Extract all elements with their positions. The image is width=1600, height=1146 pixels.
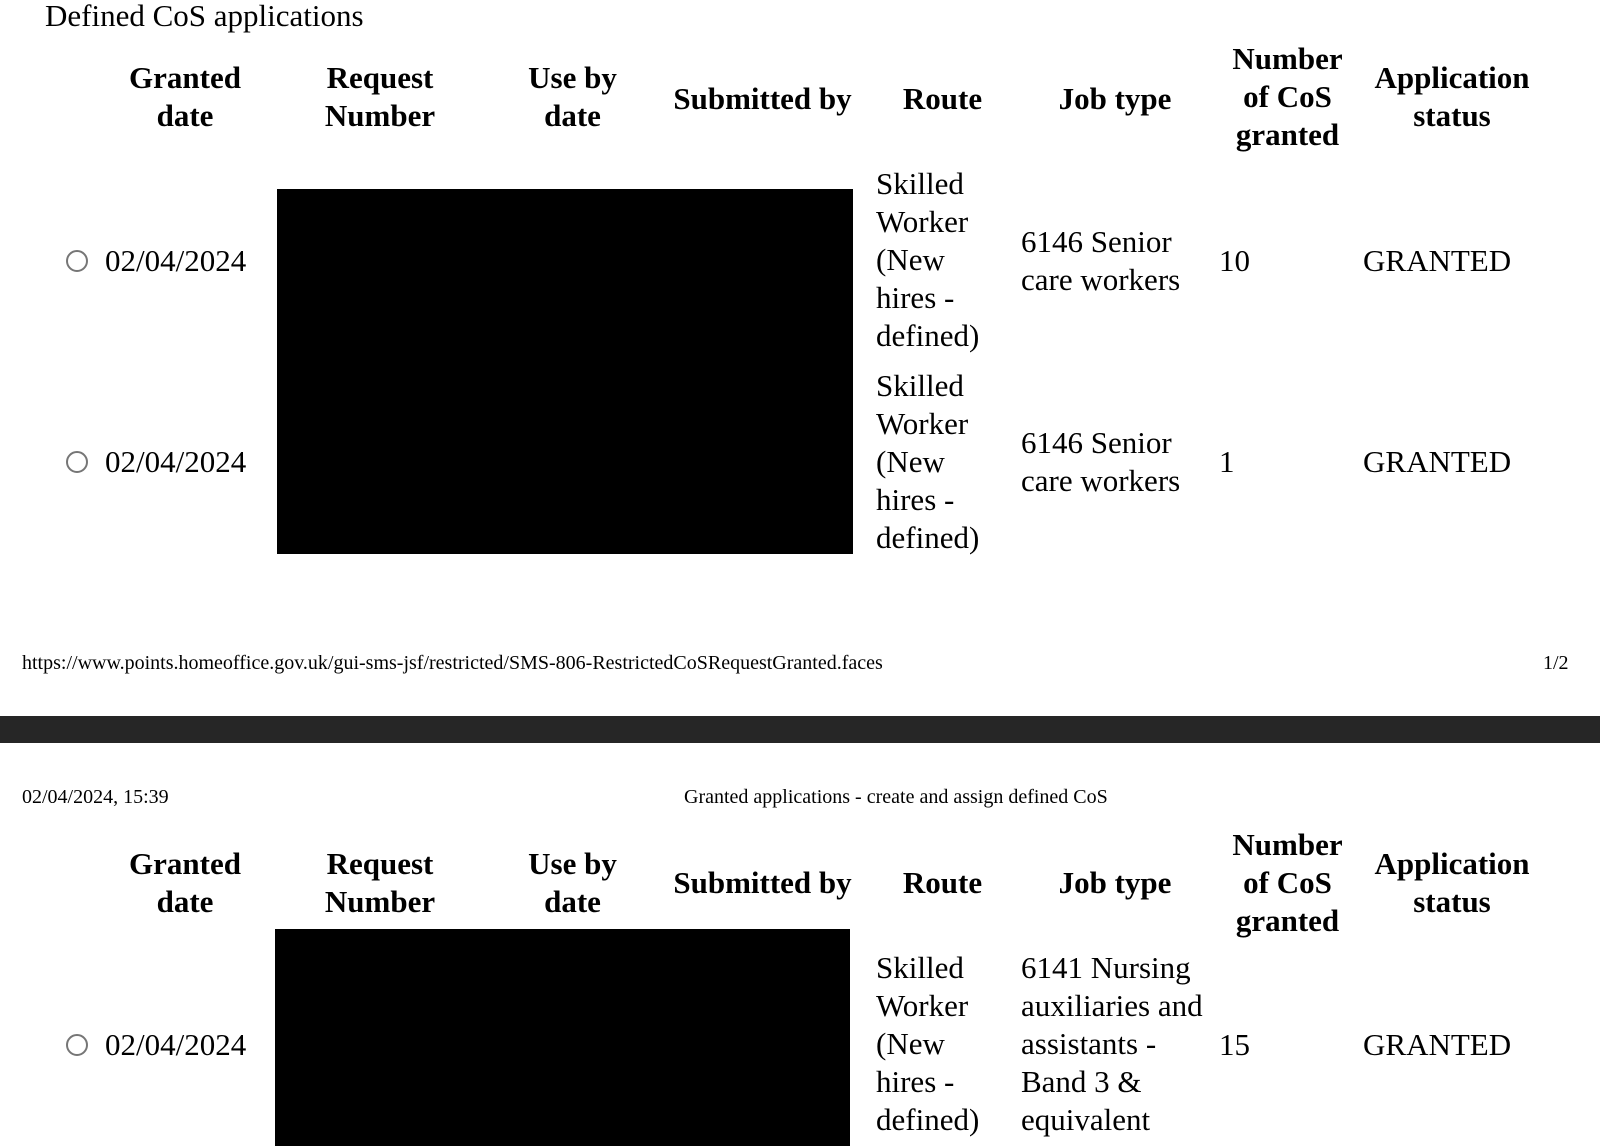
page-break-divider (0, 716, 1600, 743)
header-granted-date: Granted date (129, 60, 241, 133)
row-application-status: GRANTED (1363, 1027, 1512, 1062)
row-number-of-cos: 10 (1219, 243, 1250, 278)
header-route: Route (902, 865, 983, 900)
row-select-radio[interactable] (66, 250, 88, 272)
print-page-2 (0, 743, 1600, 1146)
header-use-by-date: Use by date (528, 60, 617, 133)
header-granted-date: Granted date (129, 846, 241, 919)
print-header-title: Granted applications - create and assign defined CoS (684, 786, 1108, 808)
row-route: Skilled Worker (New hires - defined) (876, 166, 980, 353)
row-job-type: 6146 Senior care workers (1021, 425, 1181, 498)
row-application-status: GRANTED (1363, 444, 1512, 479)
header-submitted-by: Submitted by (673, 81, 852, 116)
row-route: Skilled Worker (New hires - defined) (876, 950, 980, 1137)
redaction-block (275, 929, 850, 1146)
row-job-type: 6146 Senior care workers (1021, 224, 1181, 297)
section-title: Defined CoS applications (45, 0, 364, 33)
row-select-radio[interactable] (66, 1034, 88, 1056)
header-job-type: Job type (1058, 81, 1172, 116)
header-submitted-by: Submitted by (673, 865, 852, 900)
row-select-radio[interactable] (66, 451, 88, 473)
row-granted-date: 02/04/2024 (105, 1027, 247, 1062)
print-footer-url: https://www.points.homeoffice.gov.uk/gui-sms-jsf/restricted/SMS-806-RestrictedCoSRequestGranted.faces (22, 652, 883, 674)
row-route: Skilled Worker (New hires - defined) (876, 368, 980, 555)
header-route: Route (902, 81, 983, 116)
header-job-type: Job type (1058, 865, 1172, 900)
header-application-status: Application status (1374, 846, 1530, 919)
header-request-number: Request Number (324, 846, 436, 919)
row-granted-date: 02/04/2024 (105, 243, 247, 278)
header-use-by-date: Use by date (528, 846, 617, 919)
row-granted-date: 02/04/2024 (105, 444, 247, 479)
header-request-number: Request Number (324, 60, 436, 133)
header-number-of-cos: Number of CoS granted (1232, 827, 1343, 938)
redaction-block (277, 189, 853, 554)
header-number-of-cos: Number of CoS granted (1232, 41, 1343, 152)
row-number-of-cos: 1 (1219, 444, 1235, 479)
row-number-of-cos: 15 (1219, 1027, 1250, 1062)
row-job-type: 6141 Nursing auxiliaries and assistants - Band 3 & equivalent (1021, 950, 1203, 1137)
row-application-status: GRANTED (1363, 243, 1512, 278)
print-footer-page-number: 1/2 (1543, 652, 1569, 674)
print-header-datetime: 02/04/2024, 15:39 (22, 786, 169, 808)
header-application-status: Application status (1374, 60, 1530, 133)
